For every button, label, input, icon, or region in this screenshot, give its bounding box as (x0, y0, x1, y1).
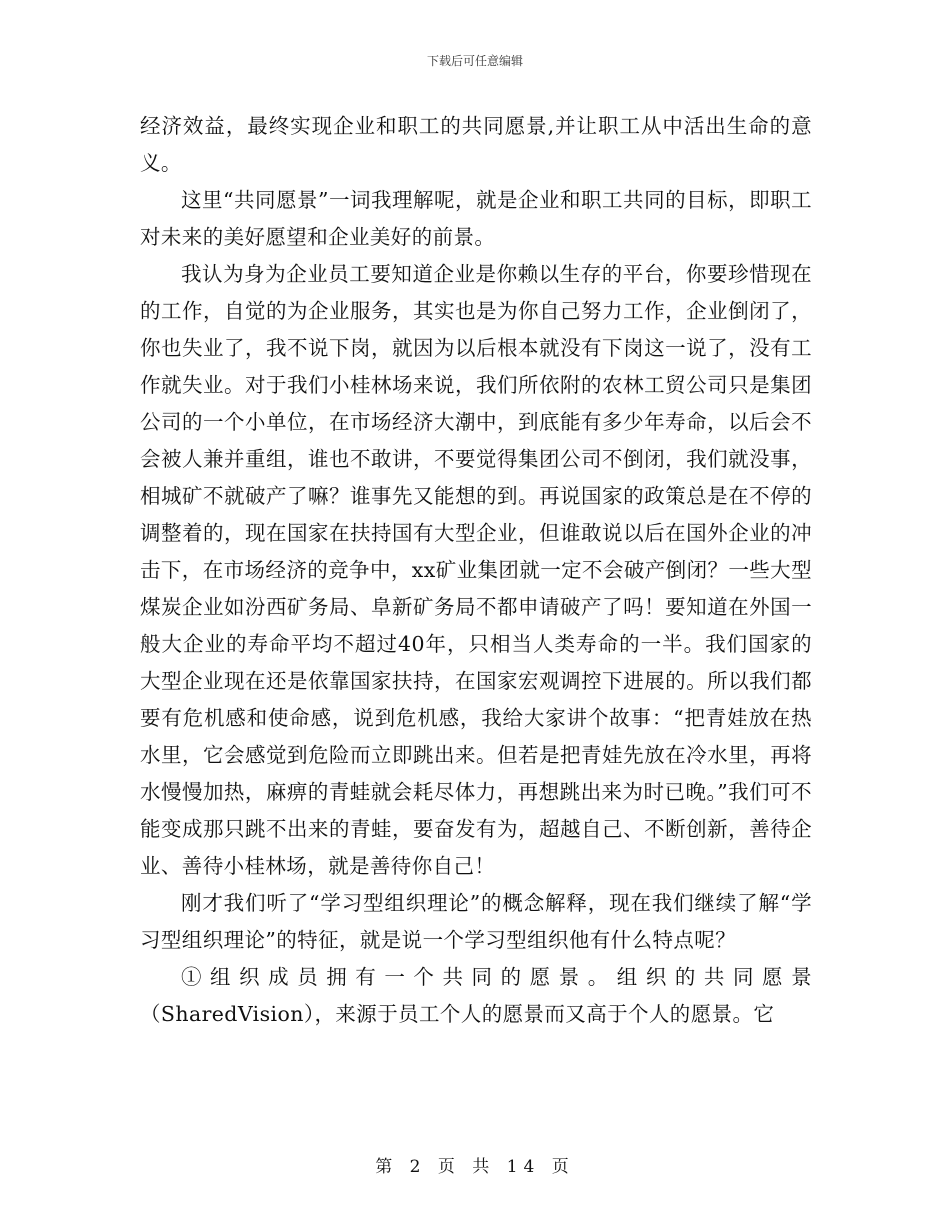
paragraph: 这里“共同愿景”一词我理解呢，就是企业和职工共同的目标，即职工对未来的美好愿望和企业美好的前景。 (140, 188, 812, 249)
document-body (140, 108, 812, 1033)
paragraph: 我认为身为企业员工要知道企业是你赖以生存的平台，你要珍惜现在的工作，自觉的为企业服务，其实也是为你自己努力工作，企业倒闭了，你也失业了，我不说下岗，就因为以后根本就没有下岗这一说了，没有工作就失业。对于我们小桂林场来说，我们所依附的农林工贸公司只是集团公司的一个小单位，在市场经济大潮中，到底能有多少年寿命，以后会不会被人兼并重组，谁也不敢讲，不要觉得集团公司不倒闭，我们就没事，相城矿不就破产了嘛？谁事先又能想的到。再说国家的政策总是在不停的调整着的，现在国家在扶持国有大型企业，但谁敢说以后在国外企业的冲击下，在市场经济的竞争中，xx矿业集团就一定不会破产倒闭？一些大型煤炭企业如汾西矿务局、阜新矿务局不都申请破产了吗！要知道在外国一般大企业的寿命平均不超过40年，只相当人类寿命的一半。我们国家的大型企业现在还是依靠国家扶持，在国家宏观调控下进展的。所以我们都要有危机感和使命感，说到危机感，我给大家讲个故事：“把青娃放在热水里，它会感觉到危险而立即跳出来。但若是把青娃先放在冷水里，再将水慢慢加热，麻痹的青蛙就会耗尽体力，再想跳出来为时已晚。”我们可不能变成那只跳不出来的青蛙，要奋发有为，超越自己、不断创新，善待企业、善待小桂林场，就是善待你自己！ (140, 262, 812, 878)
page-footer: 第 2 页 共 14 页 (375, 1157, 575, 1177)
paragraph: 经济效益，最终实现企业和职工的共同愿景,并让职工从中活出生命的意义。 (140, 114, 812, 175)
page-header: 下载后可任意编辑 (426, 54, 523, 68)
paragraph: 刚才我们听了“学习型组织理论”的概念解释，现在我们继续了解“学习型组织理论”的特征，就是说一个学习型组织他有什么特点呢？ (140, 891, 812, 952)
paragraph: ①组织成员拥有一个共同的愿景。组织的共同愿景（SharedVision），来源于员工个人的愿景而又高于个人的愿景。它 (140, 965, 812, 1026)
